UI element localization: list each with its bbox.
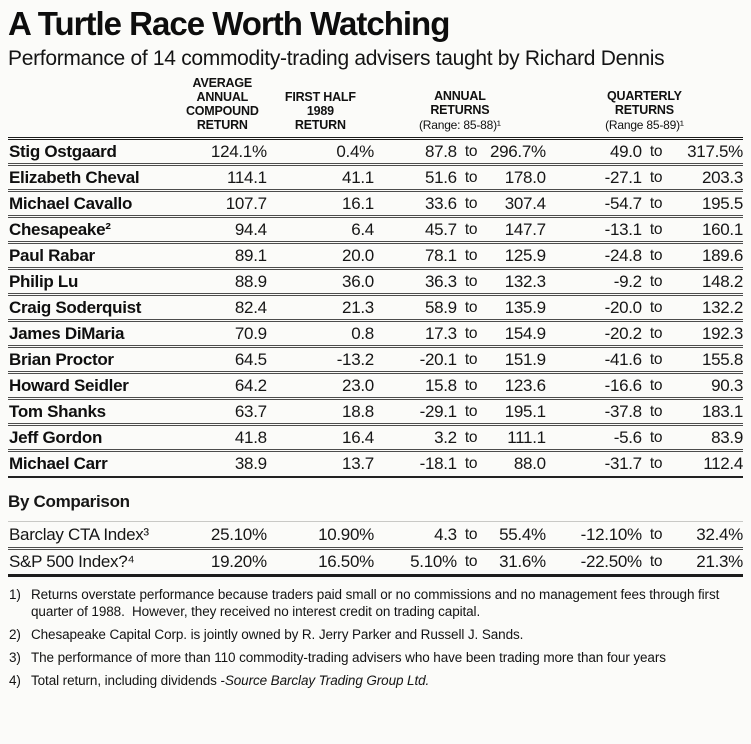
table-row [8, 295, 743, 321]
table-row [8, 269, 743, 295]
adviser-name: Howard Seidler [9, 375, 129, 395]
avg-return-cell: 25.10% [210, 524, 267, 544]
table-row [8, 139, 743, 165]
annual-min-cell: -18.1 [419, 453, 457, 473]
footnotes [8, 586, 748, 689]
header-line: RETURN [196, 118, 248, 132]
avg-return-cell: 89.1 [234, 245, 267, 265]
annual-max-cell: 88.0 [513, 453, 546, 473]
range-to-label: to [649, 428, 663, 446]
adviser-name: Jeff Gordon [9, 427, 103, 447]
avg-return-cell: 38.9 [234, 453, 267, 473]
index-name: S&P 500 Index?⁴ [9, 552, 135, 571]
quarterly-min-cell: 49.0 [609, 141, 642, 161]
annual-min-cell: 51.6 [424, 167, 457, 187]
quarterly-max-cell: 148.2 [701, 271, 743, 291]
avg-return-cell: 70.9 [234, 323, 267, 343]
col-header-quarterly-returns [546, 76, 743, 139]
quarterly-max-cell: 90.3 [711, 375, 743, 395]
annual-max-cell: 195.1 [504, 401, 546, 421]
adviser-name: Michael Carr [9, 453, 108, 473]
annual-min-cell: -20.1 [419, 349, 457, 369]
annual-max-cell: 123.6 [504, 375, 546, 395]
quarterly-min-cell: -20.0 [604, 297, 642, 317]
quarterly-max-cell: 192.3 [701, 323, 743, 343]
avg-return-cell: 41.8 [234, 427, 267, 447]
avg-return-cell: 63.7 [234, 401, 267, 421]
avg-return-cell: 82.4 [234, 297, 267, 317]
header-range-note: (Range 85-89)¹ [605, 118, 684, 132]
annual-max-cell: 151.9 [504, 349, 546, 369]
adviser-name: Tom Shanks [9, 401, 106, 421]
header-line: RETURNS [430, 103, 490, 117]
quarterly-max-cell: 83.9 [711, 427, 743, 447]
header-range-note: (Range: 85-88)¹ [419, 118, 501, 132]
table-row [8, 347, 743, 373]
range-to-label: to [649, 298, 663, 316]
avg-return-cell: 107.7 [225, 193, 267, 213]
adviser-name: Michael Cavallo [9, 193, 133, 213]
footnote-marker: 4) [9, 673, 21, 688]
page-subtitle: Performance of 14 commodity-trading advisers taught by Richard Dennis [8, 47, 665, 70]
footnote-marker: 1) [9, 587, 21, 602]
range-to-label: to [649, 350, 663, 368]
table-row [8, 451, 743, 477]
quarterly-min-cell: -20.2 [604, 323, 642, 343]
table-row [8, 217, 743, 243]
header-line: ANNUAL [434, 89, 486, 103]
annual-min-cell: 3.2 [434, 427, 457, 447]
first-half-return-cell: 0.8 [351, 323, 374, 343]
range-to-label: to [464, 194, 478, 212]
annual-min-cell: 15.8 [424, 375, 457, 395]
table-row [8, 165, 743, 191]
footnote-4 [8, 672, 748, 689]
range-to-label: to [464, 428, 478, 446]
first-half-return-cell: 6.4 [351, 219, 374, 239]
quarterly-max-cell: 195.5 [701, 193, 743, 213]
first-half-return-cell: 21.3 [342, 297, 374, 317]
quarterly-max-cell: 160.1 [701, 219, 743, 239]
footnote-text: The performance of more than 110 commodity-trading advisers who have been trading more than four years [31, 650, 666, 665]
quarterly-min-cell: -27.1 [604, 167, 642, 187]
range-to-label: to [649, 553, 663, 570]
range-to-label: to [464, 553, 478, 570]
header-line: RETURN [294, 118, 346, 132]
range-to-label: to [649, 525, 663, 543]
table-row [8, 399, 743, 425]
range-to-label: to [649, 142, 663, 160]
range-to-label: to [464, 454, 478, 472]
header-line: 1989 [306, 104, 334, 118]
by-comparison-cell [8, 477, 743, 522]
header-line: FIRST HALF [284, 90, 356, 104]
adviser-name: Chesapeake² [9, 219, 111, 239]
annual-max-cell: 31.6% [499, 552, 546, 571]
footnote-3 [8, 649, 748, 666]
table-row [8, 549, 743, 576]
annual-max-cell: 147.7 [504, 219, 546, 239]
table-row [8, 522, 743, 549]
range-to-label: to [649, 376, 663, 394]
header-row [8, 76, 743, 139]
table-row [8, 425, 743, 451]
quarterly-min-cell: -37.8 [604, 401, 642, 421]
footnote-marker: 3) [9, 650, 21, 665]
annual-max-cell: 55.4% [499, 524, 546, 544]
header-line: COMPOUND [185, 104, 259, 118]
name-column-header [8, 76, 178, 139]
header-line: ANNUAL [196, 90, 249, 104]
annual-min-cell: -29.1 [419, 401, 457, 421]
adviser-name: Philip Lu [9, 271, 79, 291]
quarterly-min-cell: -22.50% [580, 552, 642, 571]
avg-return-cell: 19.20% [210, 552, 267, 571]
adviser-name: Elizabeth Cheval [9, 167, 140, 187]
annual-max-cell: 296.7% [489, 141, 546, 161]
range-to-label: to [649, 168, 663, 186]
annual-min-cell: 36.3 [424, 271, 457, 291]
range-to-label: to [464, 220, 478, 238]
footnote-text: Returns overstate performance because traders paid small or no commissions and no management fees through first quarter of 1988. However, they received no interest credit on trading capital. [31, 587, 720, 619]
first-half-return-cell: 0.4% [336, 141, 374, 161]
table-row [8, 191, 743, 217]
header-line: RETURNS [614, 103, 674, 117]
quarterly-max-cell: 317.5% [687, 141, 743, 161]
range-to-label: to [649, 402, 663, 420]
avg-return-cell: 64.2 [234, 375, 267, 395]
first-half-return-cell: 13.7 [342, 453, 374, 473]
range-to-label: to [464, 298, 478, 316]
adviser-name: Brian Proctor [9, 349, 114, 369]
first-half-return-cell: 36.0 [342, 271, 374, 291]
col-header-first-half-1989-return [267, 76, 374, 139]
quarterly-max-cell: 21.3% [696, 552, 743, 571]
quarterly-max-cell: 203.3 [701, 167, 743, 187]
quarterly-min-cell: -54.7 [604, 193, 642, 213]
annual-min-cell: 87.8 [424, 141, 457, 161]
first-half-return-cell: 18.8 [342, 401, 374, 421]
quarterly-min-cell: -9.2 [613, 271, 642, 291]
annual-max-cell: 132.3 [504, 271, 546, 291]
annual-min-cell: 33.6 [424, 193, 457, 213]
quarterly-min-cell: -41.6 [604, 349, 642, 369]
quarterly-min-cell: -24.8 [604, 245, 642, 265]
first-half-return-cell: -13.2 [336, 349, 374, 369]
first-half-return-cell: 16.4 [342, 427, 374, 447]
quarterly-max-cell: 189.6 [701, 245, 743, 265]
footnote-text: Chesapeake Capital Corp. is jointly owned by R. Jerry Parker and Russell J. Sands. [31, 627, 524, 642]
range-to-label: to [649, 324, 663, 342]
avg-return-cell: 94.4 [234, 219, 267, 239]
footnote-2 [8, 626, 748, 643]
quarterly-min-cell: -13.1 [604, 219, 642, 239]
col-header-annual-returns [374, 76, 546, 139]
first-half-return-cell: 16.50% [318, 552, 374, 571]
footnote-source: Source Barclay Trading Group Ltd. [224, 673, 430, 688]
range-to-label: to [649, 246, 663, 264]
avg-return-cell: 124.1% [210, 141, 267, 161]
adviser-name: Stig Ostgaard [9, 141, 117, 161]
first-half-return-cell: 16.1 [342, 193, 374, 213]
annual-max-cell: 111.1 [507, 427, 546, 447]
footnote-1 [8, 586, 748, 620]
col-header-average-annual-compound-return [178, 76, 267, 139]
footnote-text: Total return, including dividends - [31, 673, 225, 688]
table-row [8, 373, 743, 399]
footnote-marker: 2) [9, 627, 21, 642]
quarterly-max-cell: 112.4 [703, 453, 743, 473]
index-name: Barclay CTA Index³ [9, 524, 149, 544]
header-line: AVERAGE [192, 76, 253, 90]
quarterly-max-cell: 32.4% [696, 524, 743, 544]
first-half-return-cell: 20.0 [342, 245, 374, 265]
annual-max-cell: 125.9 [504, 245, 546, 265]
by-comparison-section [8, 477, 743, 522]
avg-return-cell: 64.5 [234, 349, 267, 369]
range-to-label: to [464, 402, 478, 420]
range-to-label: to [464, 272, 478, 290]
quarterly-min-cell: -5.6 [613, 427, 642, 447]
quarterly-min-cell: -16.6 [604, 375, 642, 395]
range-to-label: to [464, 525, 478, 543]
annual-min-cell: 45.7 [424, 219, 457, 239]
annual-min-cell: 58.9 [424, 297, 457, 317]
header-line: QUARTERLY [606, 89, 682, 103]
quarterly-min-cell: -31.7 [604, 453, 642, 473]
avg-return-cell: 114.1 [227, 167, 267, 187]
avg-return-cell: 88.9 [234, 271, 267, 291]
quarterly-min-cell: -12.10% [580, 524, 642, 544]
by-comparison-label: By Comparison [8, 492, 130, 511]
annual-min-cell: 78.1 [424, 245, 457, 265]
range-to-label: to [649, 454, 663, 472]
annual-max-cell: 178.0 [504, 167, 546, 187]
quarterly-max-cell: 183.1 [701, 401, 743, 421]
adviser-name: Paul Rabar [9, 245, 95, 265]
quarterly-max-cell: 132.2 [701, 297, 743, 317]
range-to-label: to [464, 324, 478, 342]
annual-min-cell: 4.3 [434, 524, 457, 544]
adviser-name: Craig Soderquist [9, 297, 142, 317]
range-to-label: to [649, 272, 663, 290]
table-row [8, 243, 743, 269]
annual-max-cell: 307.4 [504, 193, 546, 213]
range-to-label: to [464, 246, 478, 264]
first-half-return-cell: 41.1 [342, 167, 374, 187]
range-to-label: to [464, 168, 478, 186]
annual-min-cell: 17.3 [424, 323, 457, 343]
annual-max-cell: 154.9 [504, 323, 546, 343]
first-half-return-cell: 23.0 [342, 375, 374, 395]
first-half-return-cell: 10.90% [318, 524, 374, 544]
annual-max-cell: 135.9 [504, 297, 546, 317]
range-to-label: to [464, 142, 478, 160]
range-to-label: to [649, 194, 663, 212]
range-to-label: to [464, 350, 478, 368]
table-row [8, 321, 743, 347]
adviser-name: James DiMaria [9, 323, 125, 343]
performance-table [8, 76, 743, 577]
range-to-label: to [464, 376, 478, 394]
page-title: A Turtle Race Worth Watching [8, 5, 450, 42]
annual-min-cell: 5.10% [410, 552, 457, 571]
quarterly-max-cell: 155.8 [701, 349, 743, 369]
range-to-label: to [649, 220, 663, 238]
